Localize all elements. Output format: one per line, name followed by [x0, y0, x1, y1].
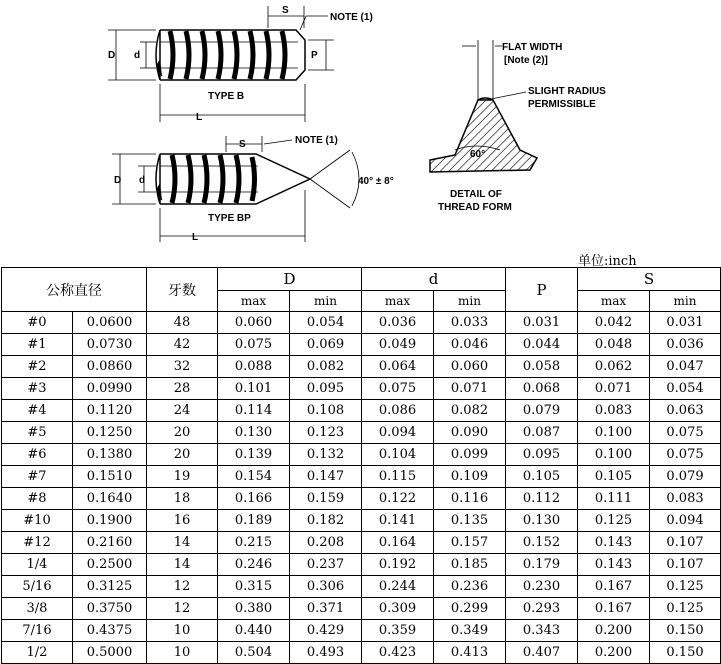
slight-radius-label: SLIGHT RADIUS — [528, 86, 606, 97]
cell-s-min: 0.063 — [650, 400, 721, 422]
cell-p: 0.293 — [506, 598, 578, 620]
cell-p: 0.087 — [506, 422, 578, 444]
table-row — [2, 356, 721, 378]
cell-p: 0.044 — [506, 334, 578, 356]
cell-d-max: 0.086 — [362, 400, 434, 422]
cell-p: 0.179 — [506, 554, 578, 576]
cell-s-max: 0.042 — [578, 312, 650, 334]
cell-dia: 0.2500 — [73, 554, 147, 576]
cell-d-min: 0.090 — [434, 422, 506, 444]
table-row — [2, 488, 721, 510]
cell-d-max: 0.166 — [218, 488, 290, 510]
type-bp-angle-label: 40° ± 8° — [358, 176, 394, 187]
cell-d-max: 0.094 — [362, 422, 434, 444]
cell-d-max: 0.440 — [218, 620, 290, 642]
table-row — [2, 576, 721, 598]
cell-s-min: 0.094 — [650, 510, 721, 532]
header-P: P — [506, 268, 578, 312]
cell-s-max: 0.111 — [578, 488, 650, 510]
cell-d-min: 0.033 — [434, 312, 506, 334]
cell-s-min: 0.054 — [650, 378, 721, 400]
cell-d-max: 0.060 — [218, 312, 290, 334]
header-d-max: max — [362, 291, 434, 312]
permissible-label: PERMISSIBLE — [528, 99, 596, 110]
cell-d-max: 0.315 — [218, 576, 290, 598]
cell-p: 0.112 — [506, 488, 578, 510]
detail-caption-line2: THREAD FORM — [438, 202, 512, 213]
cell-d-min: 0.349 — [434, 620, 506, 642]
type-b-L-label: L — [196, 112, 203, 123]
type-b-S-label: S — [282, 5, 289, 16]
cell-dia: 0.1640 — [73, 488, 147, 510]
cell-d-max: 0.141 — [362, 510, 434, 532]
cell-d-max: 0.104 — [362, 444, 434, 466]
header-S: S — [578, 268, 721, 291]
cell-d-max: 0.244 — [362, 576, 434, 598]
cell-dia: 0.3750 — [73, 598, 147, 620]
cell-dia: 0.1120 — [73, 400, 147, 422]
cell-dia: 0.2160 — [73, 532, 147, 554]
cell-size: #1 — [2, 334, 73, 356]
cell-d-max: 0.088 — [218, 356, 290, 378]
cell-p: 0.230 — [506, 576, 578, 598]
cell-s-min: 0.107 — [650, 554, 721, 576]
table-row — [2, 466, 721, 488]
cell-tpi: 16 — [147, 510, 218, 532]
cell-size: #4 — [2, 400, 73, 422]
cell-d-min: 0.071 — [434, 378, 506, 400]
detail-caption-line1: DETAIL OF — [450, 189, 502, 200]
cell-s-min: 0.079 — [650, 466, 721, 488]
type-bp-d-label: d — [139, 175, 146, 186]
cell-d-min: 0.413 — [434, 642, 506, 664]
screw-dimension-figure — [0, 0, 721, 250]
cell-s-max: 0.125 — [578, 510, 650, 532]
cell-d-max: 0.075 — [362, 378, 434, 400]
table-header-row — [2, 268, 721, 291]
cell-size: 7/16 — [2, 620, 73, 642]
cell-size: #12 — [2, 532, 73, 554]
cell-d-min: 0.185 — [434, 554, 506, 576]
cell-d-max: 0.036 — [362, 312, 434, 334]
cell-s-max: 0.200 — [578, 620, 650, 642]
table-row — [2, 620, 721, 642]
screw-dimension-table — [1, 267, 721, 664]
cell-d-max: 0.115 — [362, 466, 434, 488]
cell-size: 5/16 — [2, 576, 73, 598]
cell-dia: 0.0600 — [73, 312, 147, 334]
cell-size: #6 — [2, 444, 73, 466]
cell-s-max: 0.143 — [578, 532, 650, 554]
cell-dia: 0.1250 — [73, 422, 147, 444]
cell-d-min: 0.054 — [290, 312, 362, 334]
cell-d-max: 0.164 — [362, 532, 434, 554]
cell-dia: 0.5000 — [73, 642, 147, 664]
cell-s-min: 0.083 — [650, 488, 721, 510]
cell-d-min: 0.157 — [434, 532, 506, 554]
cell-d-min: 0.095 — [290, 378, 362, 400]
cell-s-max: 0.167 — [578, 576, 650, 598]
cell-tpi: 20 — [147, 444, 218, 466]
cell-d-min: 0.236 — [434, 576, 506, 598]
cell-tpi: 18 — [147, 488, 218, 510]
cell-tpi: 48 — [147, 312, 218, 334]
cell-d-max: 0.075 — [218, 334, 290, 356]
cell-d-min: 0.099 — [434, 444, 506, 466]
cell-s-max: 0.100 — [578, 422, 650, 444]
cell-dia: 0.1380 — [73, 444, 147, 466]
cell-d-max: 0.192 — [362, 554, 434, 576]
cell-s-min: 0.150 — [650, 642, 721, 664]
cell-s-max: 0.071 — [578, 378, 650, 400]
type-b-caption: TYPE B — [208, 91, 245, 102]
cell-tpi: 10 — [147, 642, 218, 664]
type-b-d-label: d — [134, 50, 141, 61]
cell-d-min: 0.123 — [290, 422, 362, 444]
cell-p: 0.343 — [506, 620, 578, 642]
cell-p: 0.031 — [506, 312, 578, 334]
cell-d-max: 0.246 — [218, 554, 290, 576]
cell-p: 0.152 — [506, 532, 578, 554]
cell-d-max: 0.309 — [362, 598, 434, 620]
table-row — [2, 598, 721, 620]
cell-s-max: 0.100 — [578, 444, 650, 466]
cell-s-max: 0.105 — [578, 466, 650, 488]
cell-size: #7 — [2, 466, 73, 488]
cell-size: #3 — [2, 378, 73, 400]
cell-d-min: 0.371 — [290, 598, 362, 620]
table-row — [2, 378, 721, 400]
header-S-max: max — [578, 291, 650, 312]
type-bp-S-label: S — [239, 139, 246, 150]
cell-dia: 0.1510 — [73, 466, 147, 488]
cell-s-max: 0.083 — [578, 400, 650, 422]
cell-size: #5 — [2, 422, 73, 444]
header-D: D — [218, 268, 362, 291]
table-row — [2, 510, 721, 532]
cell-tpi: 28 — [147, 378, 218, 400]
cell-d-max: 0.139 — [218, 444, 290, 466]
cell-d-max: 0.154 — [218, 466, 290, 488]
cell-s-max: 0.143 — [578, 554, 650, 576]
cell-d-max: 0.215 — [218, 532, 290, 554]
cell-d-max: 0.049 — [362, 334, 434, 356]
cell-size: #8 — [2, 488, 73, 510]
cell-s-min: 0.125 — [650, 576, 721, 598]
type-bp-L-label: L — [192, 232, 199, 243]
unit-label: 单位:inch — [578, 254, 637, 269]
cell-d-min: 0.082 — [290, 356, 362, 378]
cell-d-min: 0.132 — [290, 444, 362, 466]
cell-d-max: 0.101 — [218, 378, 290, 400]
flat-width-label: FLAT WIDTH — [502, 42, 563, 53]
cell-p: 0.058 — [506, 356, 578, 378]
cell-d-min: 0.060 — [434, 356, 506, 378]
cell-s-max: 0.048 — [578, 334, 650, 356]
cell-dia: 0.3125 — [73, 576, 147, 598]
cell-s-min: 0.031 — [650, 312, 721, 334]
cell-s-max: 0.167 — [578, 598, 650, 620]
cell-size: #0 — [2, 312, 73, 334]
cell-s-min: 0.047 — [650, 356, 721, 378]
cell-s-min: 0.036 — [650, 334, 721, 356]
cell-tpi: 19 — [147, 466, 218, 488]
cell-d-min: 0.429 — [290, 620, 362, 642]
cell-dia: 0.0860 — [73, 356, 147, 378]
cell-p: 0.407 — [506, 642, 578, 664]
table-row — [2, 642, 721, 664]
table-row — [2, 334, 721, 356]
cell-dia: 0.0990 — [73, 378, 147, 400]
cell-d-max: 0.189 — [218, 510, 290, 532]
cell-d-min: 0.082 — [434, 400, 506, 422]
cell-dia: 0.0730 — [73, 334, 147, 356]
cell-size: 3/8 — [2, 598, 73, 620]
cell-d-max: 0.122 — [362, 488, 434, 510]
table-row — [2, 312, 721, 334]
cell-d-max: 0.359 — [362, 620, 434, 642]
cell-dia: 0.4375 — [73, 620, 147, 642]
cell-d-min: 0.299 — [434, 598, 506, 620]
cell-p: 0.068 — [506, 378, 578, 400]
type-b-D-label: D — [108, 50, 116, 61]
cell-s-min: 0.075 — [650, 444, 721, 466]
header-d-min: min — [434, 291, 506, 312]
cell-s-max: 0.062 — [578, 356, 650, 378]
cell-d-min: 0.208 — [290, 532, 362, 554]
cell-tpi: 24 — [147, 400, 218, 422]
cell-d-min: 0.135 — [434, 510, 506, 532]
cell-tpi: 42 — [147, 334, 218, 356]
header-nominal-diameter: 公称直径 — [2, 268, 147, 312]
type-b-P-label: P — [311, 50, 318, 61]
cell-d-min: 0.147 — [290, 466, 362, 488]
cell-d-min: 0.116 — [434, 488, 506, 510]
cell-s-min: 0.107 — [650, 532, 721, 554]
cell-p: 0.079 — [506, 400, 578, 422]
cell-p: 0.130 — [506, 510, 578, 532]
cell-d-min: 0.108 — [290, 400, 362, 422]
cell-d-min: 0.046 — [434, 334, 506, 356]
table-row — [2, 400, 721, 422]
cell-size: 1/2 — [2, 642, 73, 664]
cell-tpi: 12 — [147, 576, 218, 598]
thread-angle-label: 60° — [470, 149, 486, 160]
cell-d-max: 0.064 — [362, 356, 434, 378]
cell-d-max: 0.380 — [218, 598, 290, 620]
cell-dia: 0.1900 — [73, 510, 147, 532]
cell-s-min: 0.125 — [650, 598, 721, 620]
cell-d-max: 0.114 — [218, 400, 290, 422]
cell-d-min: 0.182 — [290, 510, 362, 532]
cell-d-min: 0.069 — [290, 334, 362, 356]
table-row — [2, 532, 721, 554]
table-row — [2, 444, 721, 466]
cell-p: 0.105 — [506, 466, 578, 488]
cell-size: #2 — [2, 356, 73, 378]
cell-d-min: 0.109 — [434, 466, 506, 488]
cell-s-min: 0.150 — [650, 620, 721, 642]
cell-d-min: 0.493 — [290, 642, 362, 664]
cell-d-max: 0.504 — [218, 642, 290, 664]
type-bp-D-label: D — [114, 175, 122, 186]
cell-d-max: 0.423 — [362, 642, 434, 664]
header-D-min: min — [290, 291, 362, 312]
type-b-drawing — [108, 5, 373, 123]
cell-d-max: 0.130 — [218, 422, 290, 444]
flat-width-note: [Note (2)] — [504, 55, 548, 66]
cell-s-max: 0.200 — [578, 642, 650, 664]
cell-p: 0.095 — [506, 444, 578, 466]
cell-tpi: 14 — [147, 532, 218, 554]
type-bp-drawing — [112, 135, 394, 243]
cell-tpi: 12 — [147, 598, 218, 620]
table-row — [2, 422, 721, 444]
cell-d-min: 0.306 — [290, 576, 362, 598]
header-d: d — [362, 268, 506, 291]
cell-tpi: 20 — [147, 422, 218, 444]
thread-form-detail — [430, 40, 606, 213]
cell-d-min: 0.237 — [290, 554, 362, 576]
header-threads-per-inch: 牙数 — [147, 268, 218, 312]
header-D-max: max — [218, 291, 290, 312]
cell-d-min: 0.159 — [290, 488, 362, 510]
cell-size: 1/4 — [2, 554, 73, 576]
type-bp-caption: TYPE BP — [208, 213, 251, 224]
cell-tpi: 10 — [147, 620, 218, 642]
cell-size: #10 — [2, 510, 73, 532]
cell-tpi: 32 — [147, 356, 218, 378]
type-bp-note-label: NOTE (1) — [295, 135, 338, 146]
cell-tpi: 14 — [147, 554, 218, 576]
table-row — [2, 554, 721, 576]
header-S-min: min — [650, 291, 721, 312]
cell-s-min: 0.075 — [650, 422, 721, 444]
type-b-note-label: NOTE (1) — [330, 12, 373, 23]
